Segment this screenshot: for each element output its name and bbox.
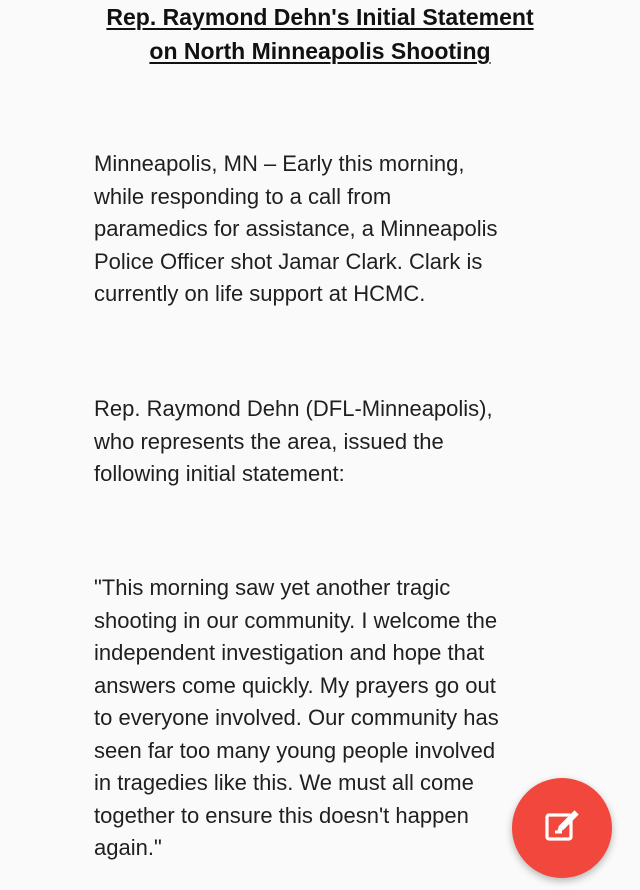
text-line: to everyone involved. Our community has	[94, 705, 499, 730]
text-line: who represents the area, issued the	[94, 428, 444, 454]
title-line: on North Minneapolis Shooting	[149, 38, 491, 64]
text-line: Minneapolis, MN – Early this morning,	[94, 151, 465, 176]
text-line: together to ensure this doesn't happen	[94, 802, 469, 828]
text-line: Police Officer shot Jamar Clark. Clark is	[94, 248, 483, 274]
title-line: Rep. Raymond Dehn's Initial Statement	[106, 4, 534, 30]
text-line: paramedics for assistance, a Minneapolis	[94, 216, 498, 241]
text-line: currently on life support at HCMC.	[94, 281, 426, 306]
text-line: Rep. Raymond Dehn (DFL-Minneapolis),	[94, 396, 493, 421]
quote-paragraph	[94, 572, 564, 865]
attribution-paragraph	[94, 393, 564, 491]
text-line: "This morning saw yet another tragic	[94, 575, 451, 600]
text-line: answers come quickly. My prayers go out	[94, 672, 496, 698]
text-line: following initial statement:	[94, 461, 345, 486]
text-line: seen far too many young people involved	[94, 737, 496, 763]
text-line: in tragedies like this. We must all come	[94, 770, 474, 795]
compose-fab-button[interactable]	[512, 778, 612, 878]
text-line: shooting in our community. I welcome the	[94, 607, 498, 633]
text-line: independent investigation and hope that	[94, 640, 485, 665]
intro-paragraph	[94, 148, 564, 311]
page-title	[0, 0, 640, 68]
text-line: while responding to a call from	[94, 183, 392, 209]
edit-note-icon	[542, 806, 582, 851]
text-line: again."	[94, 835, 162, 860]
